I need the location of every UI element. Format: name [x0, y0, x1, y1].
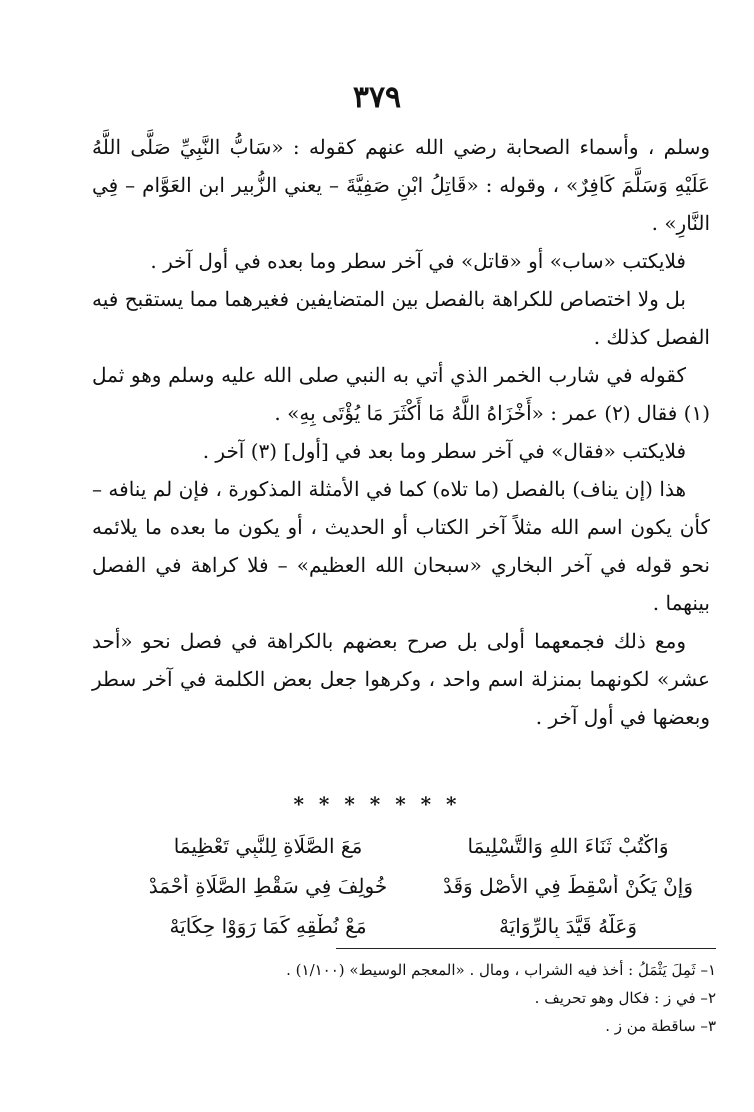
footnote: ٣– ساقطة من ز .	[605, 1017, 716, 1035]
verse-left-hemistich: خُولِفَ فِي سَقْطِ الصَّلَاةِ أَحْمَدْ	[148, 874, 388, 898]
section-separator: * * * * * * *	[293, 792, 461, 816]
verse-line	[118, 866, 718, 906]
footnote: ٢– في ز : فكال وهو تحريف .	[534, 989, 716, 1007]
paragraph: هذا (إن يناف) بالفصل (ما تلاه) كما في الأمثلة المذكورة ، فإن لم ينافه – كأن يكون اسم الله مثلاً آخر الكتاب أو الحديث ، أو يكون ما بعده ما يلائمه نحو قوله في آخر البخاري «سبحان الله العظيم» – فلا كراهة في الفصل بينهما .	[92, 477, 710, 615]
verse-line	[118, 906, 718, 946]
page-number: ٣٧٩	[352, 80, 402, 115]
verse-left-hemistich: مَعَ الصَّلَاةِ لِلنَّبِي تَعْظِيمَا	[173, 834, 363, 858]
main-text	[92, 128, 710, 736]
verse-line	[118, 826, 718, 866]
footnotes	[156, 956, 716, 1040]
verse-right-hemistich: وَإِنْ يَكُنْ أُسْقِطَ فِي الأَصْلِ وَقَدْ	[443, 874, 693, 898]
paragraph: ومع ذلك فجمعهما أولى بل صرح بعضهم بالكراهة في فصل نحو «أحد عشر» لكونهما بمنزلة اسم واحد ، وكرهوا جعل بعض الكلمة في آخر سطر وبعضها في أول آخر .	[92, 629, 710, 729]
paragraph: بل ولا اختصاص للكراهة بالفصل بين المتضايفين فغيرهما مما يستقبح فيه الفصل كذلك .	[92, 287, 710, 349]
footnote-divider	[336, 948, 716, 949]
verse-right-hemistich: وَعَلَّهُ قَيَّدَ بِالرِّوَايَهْ	[498, 914, 638, 938]
verse-right-hemistich: وَاكْتُبْ ثَنَاءَ اللهِ وَالتَّسْلِيمَا	[467, 834, 669, 858]
verse-left-hemistich: مَعْ نُطْقِهِ كَمَا رَوَوْا حِكَايَهْ	[169, 914, 367, 938]
paragraph: كقوله في شارب الخمر الذي أتي به النبي صلى الله عليه وسلم وهو ثمل (١) فقال (٢) عمر : «أَخْزَاهُ اللَّهُ مَا أَكْثَرَ مَا يُؤْتَى بِهِ» .	[92, 363, 710, 425]
footnote: ١– ثَمِلَ يَثْمَلُ : أخذ فيه الشراب ، ومال . «المعجم الوسيط» (١/١٠٠) .	[286, 961, 716, 979]
poem-verses	[118, 826, 718, 946]
paragraph: فلايكتب «فقال» في آخر سطر وما بعد في [أول] (٣) آخر .	[202, 439, 686, 463]
paragraph: فلايكتب «ساب» أو «قاتل» في آخر سطر وما بعده في أول آخر .	[150, 249, 686, 273]
paragraph: وسلم ، وأسماء الصحابة رضي الله عنهم كقوله : «سَابُّ النَّبِيِّ صَلَّى اللَّهُ عَلَيْهِ وَسَلَّمَ كَافِرٌ» ، وقوله : «قَاتِلُ ابْنِ صَفِيَّةَ – يعني الزُّبير ابن العَوَّام – فِي النَّارِ» .	[92, 135, 710, 235]
